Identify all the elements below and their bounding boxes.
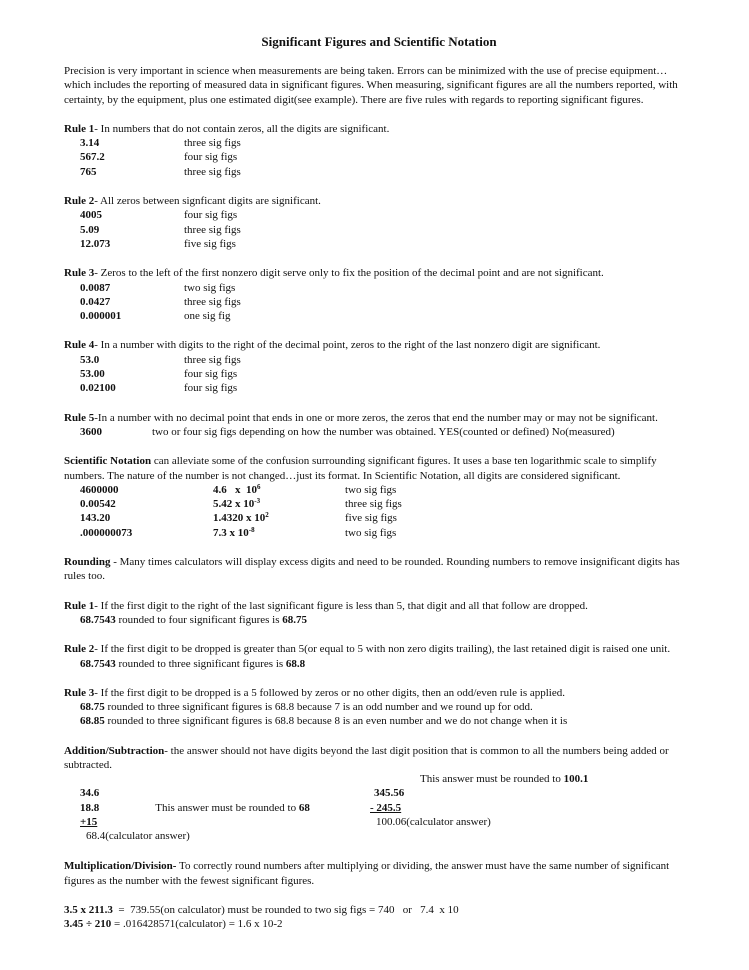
rounding-rule-2 — [64, 642, 694, 671]
sig-figs: two sig figs — [345, 483, 397, 496]
rule-text: -In a number with no decimal point that ends in one or more zeros, the zeros that end the number may or may not be significant. — [94, 411, 658, 424]
rule-text: - If the first digit to be dropped is greater than 5(or equal to 5 with non zero digits trailing), the last retained digit is raised one unit. — [94, 643, 671, 656]
example-sig-figs: four sig figs — [184, 151, 238, 164]
example-number: 3.14 — [80, 137, 100, 150]
standard-number: 4600000 — [80, 483, 119, 496]
example-sig-figs: three sig figs — [184, 165, 241, 178]
document-page — [64, 34, 694, 931]
rounding-example — [64, 657, 694, 671]
scientific-form — [213, 497, 345, 511]
example-sig-figs: three sig figs — [184, 223, 241, 236]
sci-row — [64, 526, 694, 540]
scientific-notation-section — [64, 454, 694, 540]
rule-1 — [64, 122, 694, 179]
addend: 18.8 — [80, 801, 100, 814]
example-row — [64, 223, 694, 237]
example-row — [64, 136, 694, 150]
example-sig-figs: three sig figs — [184, 295, 241, 308]
example-number: 4005 — [80, 209, 102, 222]
example-number: 567.2 — [80, 151, 105, 164]
mantissa: 5.42 x 10 — [213, 498, 255, 511]
rule-heading — [64, 686, 694, 700]
standard-number: .000000073 — [80, 526, 133, 539]
example-row — [64, 381, 694, 395]
rounding-section — [64, 555, 694, 584]
calculator-answer: 68.4(calculator answer) — [86, 830, 190, 843]
example-number: 53.0 — [80, 353, 100, 366]
sci-row — [64, 497, 694, 511]
rule-text: - In numbers that do not contain zeros, all the digits are significant. — [94, 122, 390, 135]
rounding-rule-3 — [64, 686, 694, 729]
section-text: To correctly round numbers after multiplying or dividing, the answer must have the same number of significant figures as the number with the fewest significant figures. — [64, 860, 670, 887]
intro-paragraph: Precision is very important in science when measurements are being taken. Errors can be minimized with the use of precise equipment…which includes the reporting of measured data in significant figures. When measuring, significant figures are all the numbers reported, with certainty, by the equipment, plus one estimated digit(see example). There are five rules with regards to reporting significant figures. — [64, 65, 678, 106]
section-text: can alleviate some of the confusion surrounding significant figures. It uses a base ten logarithmic scale to simplify numbers. The nature of the number is not changed…just its format. In Scientific Notation, all digits are considered significant. — [64, 455, 657, 482]
exponent: -8 — [248, 525, 255, 534]
example-number: 0.000001 — [80, 310, 122, 323]
scientific-form — [213, 483, 345, 497]
rule-label: Rule 2 — [64, 643, 95, 656]
rule-label: Rule 3 — [64, 267, 95, 280]
page-title: Significant Figures and Scientific Notation — [261, 34, 497, 49]
example-text: rounded to three significant figures is — [115, 657, 286, 670]
mantissa: 4.6 x 10 — [213, 483, 257, 496]
example-sig-figs: four sig figs — [184, 209, 238, 222]
example-number: 68.85 — [80, 715, 105, 728]
example-number: 765 — [80, 165, 97, 178]
example-row — [64, 309, 694, 323]
example-number: 68.7543 — [80, 657, 116, 670]
rule-2 — [64, 194, 694, 251]
addition-subtraction-section — [64, 744, 694, 845]
rule-text: - If the first digit to the right of the last significant figure is less than 5, that digit and all that follow are dropped. — [94, 599, 588, 612]
sig-figs: three sig figs — [345, 498, 402, 511]
rule-text: - If the first digit to be dropped is a 5 followed by zeros or no other digits, then an odd/even rule is applied. — [94, 686, 565, 699]
addend: 34.6 — [80, 787, 100, 800]
scientific-form — [213, 511, 345, 525]
example-number: 0.0087 — [80, 281, 111, 294]
exponent: 2 — [265, 511, 269, 520]
multiplication-division-section — [64, 859, 694, 931]
subtrahend: - 245.5 — [370, 801, 402, 814]
sig-figs: five sig figs — [345, 512, 397, 525]
minuend: 345.56 — [374, 787, 405, 800]
rule-5 — [64, 411, 694, 440]
example-row — [64, 237, 694, 251]
scientific-form — [213, 526, 345, 540]
rule-label: Rule 3 — [64, 686, 95, 699]
example-row — [64, 281, 694, 295]
right-calculation — [370, 786, 491, 829]
rule-label: Rule 1 — [64, 599, 95, 612]
rule-3 — [64, 266, 694, 323]
exponent: -3 — [254, 497, 261, 506]
rounding-example — [64, 700, 694, 714]
example-2: 3.45 ÷ 210 = .016428571(calculator) = 1.6 x 10-2 — [64, 918, 283, 931]
rule-heading — [64, 338, 694, 352]
sig-figs: two sig figs — [345, 526, 397, 539]
example-row — [64, 208, 694, 222]
example-row — [64, 353, 694, 367]
right-note: This answer must be rounded to 100.1 — [420, 773, 589, 786]
rule-label: Rule 4 — [64, 339, 95, 352]
exponent: 6 — [257, 482, 261, 491]
example-number: 53.00 — [80, 368, 105, 381]
rule-label: Rule 2 — [64, 195, 95, 208]
example-sig-figs: four sig figs — [184, 368, 238, 381]
example-text: rounded to three significant figures is 68.8 because 7 is an odd number and we round up for odd. — [104, 701, 533, 714]
example-number: 3600 — [80, 425, 102, 438]
example-row — [64, 367, 694, 381]
left-note: This answer must be rounded to — [155, 801, 299, 814]
example-result: 68.75 — [282, 613, 307, 626]
example-sig-figs: three sig figs — [184, 353, 241, 366]
rule-heading — [64, 266, 694, 280]
addend: +15 — [80, 815, 98, 828]
example-sig-figs: two sig figs — [184, 281, 236, 294]
example-row — [64, 165, 694, 179]
section-text: - the answer should not have digits beyond the last digit position that is common to all the numbers being added or subtracted. — [64, 744, 669, 771]
rounding-rule-1 — [64, 599, 694, 628]
rounding-example — [64, 613, 694, 627]
section-label: Scientific Notation — [64, 455, 152, 468]
example-number: 12.073 — [80, 237, 111, 250]
example-number: 0.02100 — [80, 382, 116, 395]
example-explanation: two or four sig figs depending on how the number was obtained. YES(counted or defined) No(measured) — [152, 425, 615, 438]
sci-row — [64, 511, 694, 525]
section-label: Rounding — [64, 556, 111, 569]
example-number: 68.7543 — [80, 613, 116, 626]
rule-label: Rule 5 — [64, 411, 95, 424]
rule-text: - Zeros to the left of the first nonzero digit serve only to fix the position of the decimal point and are not significant. — [94, 267, 604, 280]
rule-heading — [64, 599, 694, 613]
rule-heading — [64, 194, 694, 208]
example-sig-figs: five sig figs — [184, 237, 236, 250]
example-sig-figs: three sig figs — [184, 137, 241, 150]
mantissa: 1.4320 x 10 — [213, 512, 266, 525]
calculator-answer: 100.06(calculator answer) — [376, 815, 491, 828]
example-number: 0.0427 — [80, 295, 111, 308]
section-label: Multiplication/Division- — [64, 860, 177, 873]
example-result: 68.8 — [285, 657, 306, 670]
standard-number: 143.20 — [80, 512, 111, 525]
rule-heading — [64, 642, 694, 656]
example-number: 68.75 — [80, 701, 105, 714]
example-1: 3.5 x 211.3 = 739.55(on calculator) must be rounded to two sig figs = 740 or 7.4 x 10 — [64, 903, 459, 916]
rule-text: - All zeros between signficant digits are significant. — [94, 195, 321, 208]
rule-text: - In a number with digits to the right of the decimal point, zeros to the right of the last nonzero digit are significant. — [94, 339, 601, 352]
example-text: rounded to four significant figures is — [115, 613, 283, 626]
left-calculation: 34.6 18.8 This answer must be rounded to 68 +15 68.4(calculator answer) — [80, 787, 310, 843]
section-label: Addition/Subtraction — [64, 744, 165, 757]
example-number: 5.09 — [80, 223, 100, 236]
rule-label: Rule 1 — [64, 122, 95, 135]
mantissa: 7.3 x 10 — [213, 526, 249, 539]
sci-row — [64, 483, 694, 497]
section-text: - Many times calculators will display excess digits and need to be rounded. Rounding numbers to remove insignificant digits has rules too. — [64, 556, 680, 583]
example-sig-figs: one sig fig — [184, 310, 231, 323]
example-text: rounded to three significant figures is 68.8 because 8 is an even number and we do not change when it is — [104, 715, 568, 728]
rule-4 — [64, 338, 694, 395]
standard-number: 0.00542 — [80, 498, 116, 511]
rounding-example — [64, 714, 694, 728]
example-sig-figs: four sig figs — [184, 382, 238, 395]
rule-heading — [64, 122, 694, 136]
example-row — [64, 150, 694, 164]
example-row — [64, 295, 694, 309]
